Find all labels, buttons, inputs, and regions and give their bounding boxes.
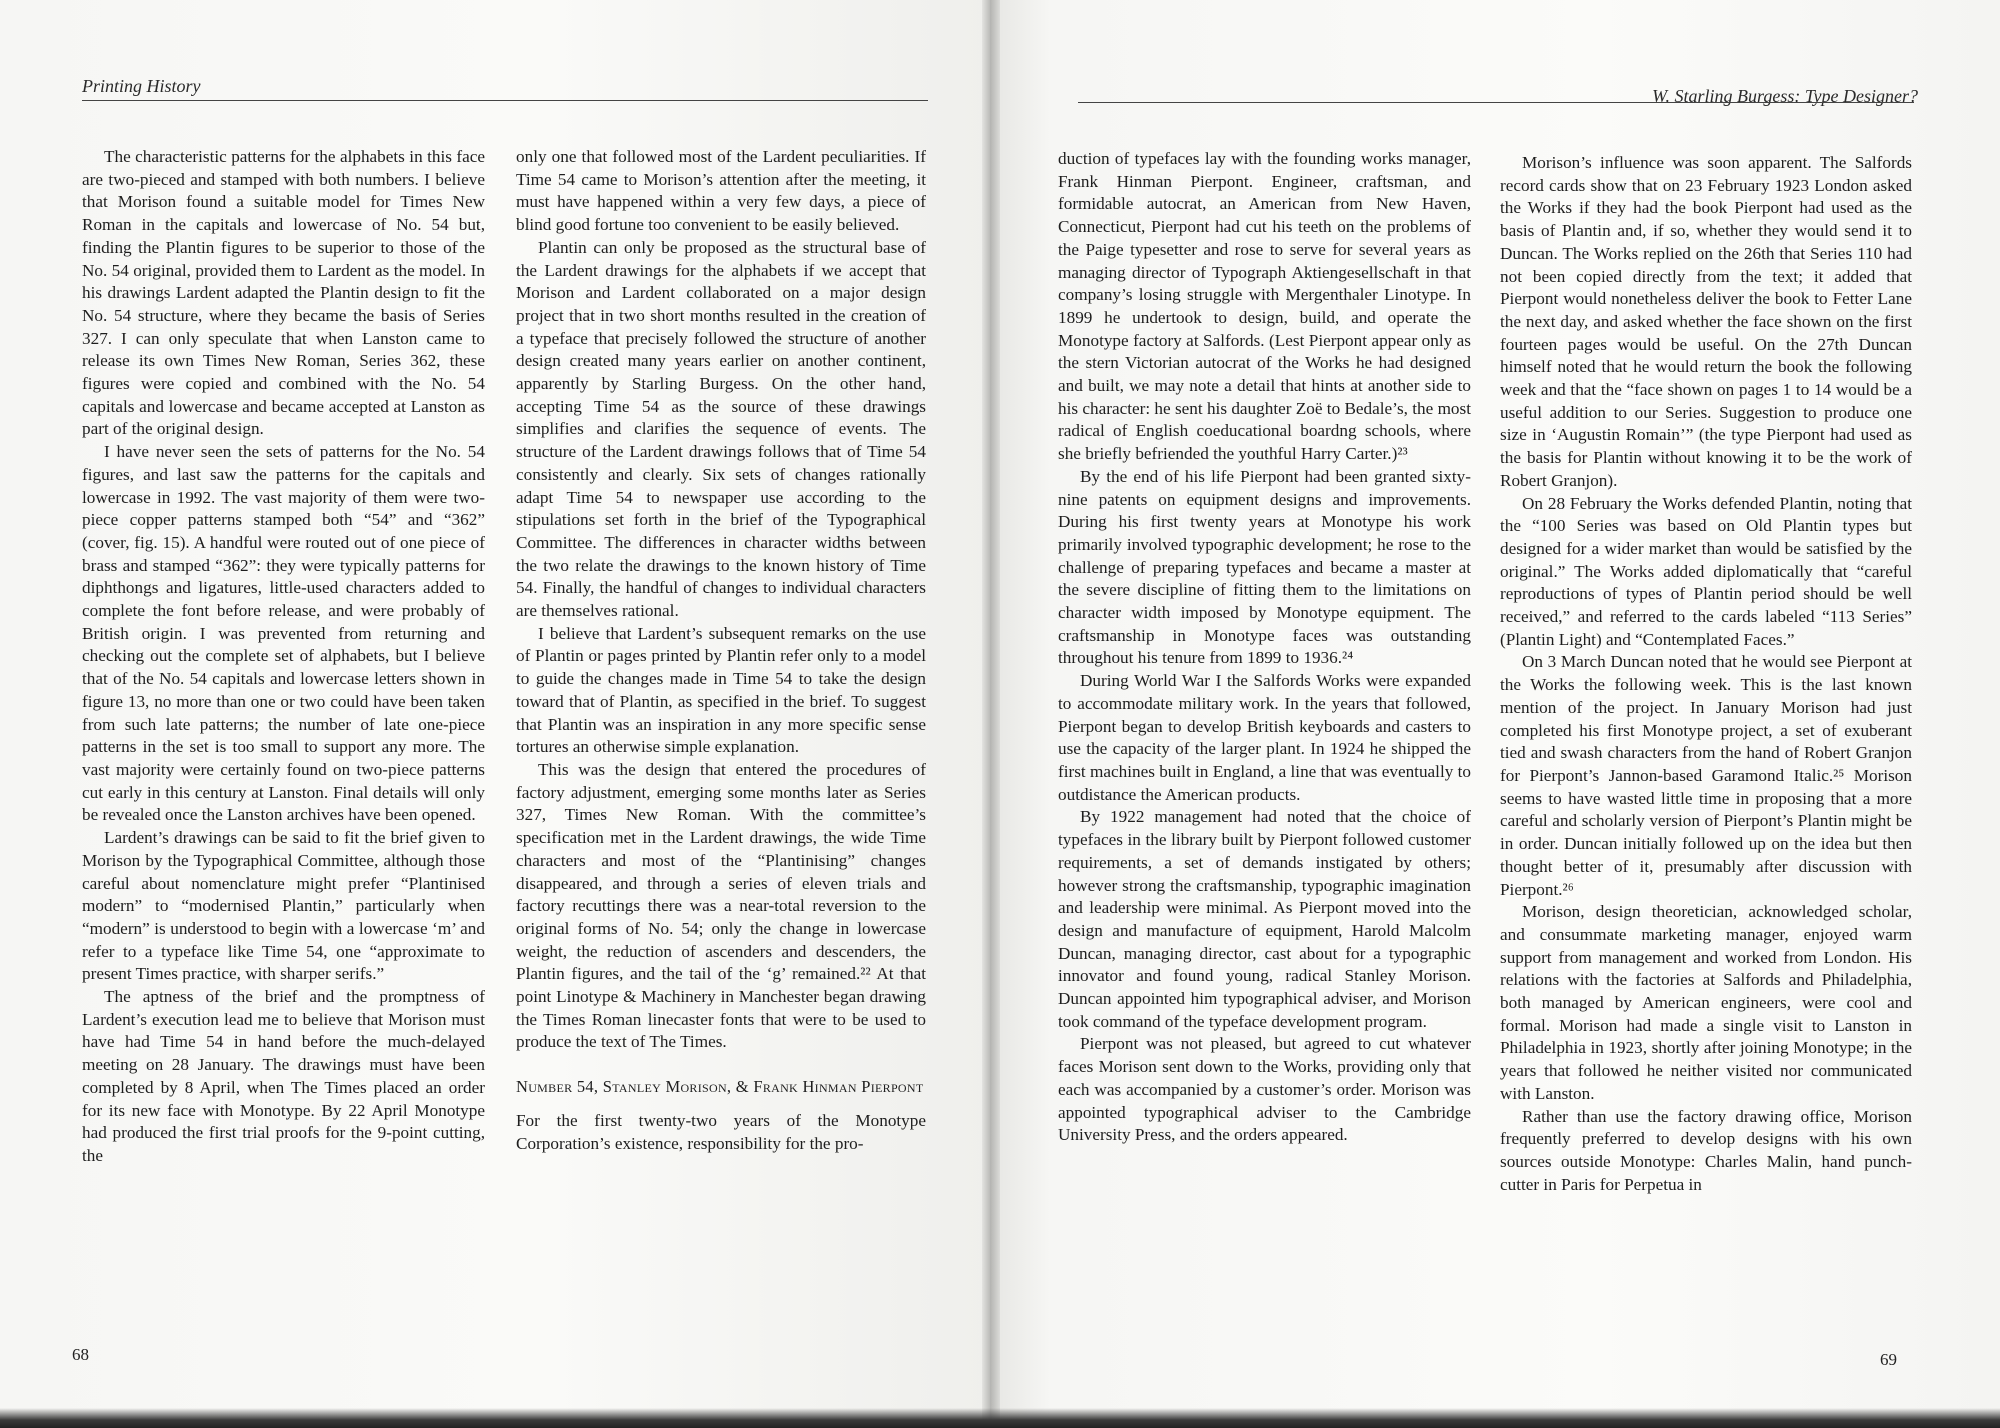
left-column-2 [516, 146, 926, 1156]
paragraph: Plantin can only be proposed as the structural base of the Lardent drawings for the alphabets if we accept that Morison and Lardent collaborated on a major design project that in two short months resulted in the creation of a typeface that precisely followed the structure of another design created many years earlier on another continent, apparently by Starling Burgess. On the other hand, accepting Time 54 as the source of these drawings simplifies and clarifies the sequence of events. The structure of the Lardent drawings follows that of Time 54 consistently and clearly. Six sets of changes rationally adapt Time 54 to newspaper use according to the stipulations set forth in the brief of the Typographical Committee. The differences in character widths between the two relate the drawings to the known history of Time 54. Finally, the handful of changes to individual characters are themselves rational. [516, 237, 926, 621]
paragraph: Morison’s influence was soon apparent. The Salfords record cards show that on 23 February 1923 London asked the Works if they had the book Pierpont had used as the basis of Plantin and, if so, whether they would send it to Duncan. The Works replied on the 26th that Series 110 had not been copied directly from the text; it added that Pierpont would nonetheless deliver the book to Fetter Lane the next day, and asked whether the face shown on the first fourteen pages would be useful. On the 27th Duncan himself noted that he would return the book the following week and that the “face shown on pages 1 to 14 would be a useful addition to our Series. Suggestion to produce one size in ‘Augustin Romain’” (the type Pierpont had used as the basis for Plantin without knowing it to be the work of Robert Granjon). [1500, 153, 1912, 490]
page-number-left: 68 [72, 1345, 89, 1364]
paragraph: By 1922 management had noted that the choice of typefaces in the library built by Pierpont followed customer requirements, a set of demands instigated by others; however strong the craftsmanship, typographic imagination and leadership were minimal. As Pierpont moved into the design and manufacture of equipment, Harold Malcolm Duncan, managing director, cast about for a typographic innovator and found young, radical Stanley Morison. Duncan appointed him typographical adviser, and Morison took command of the typeface development program. [1058, 807, 1471, 1031]
running-head-right: W. Starling Burgess: Type Designer? [1652, 86, 1918, 106]
scan-bottom-edge [0, 1408, 2000, 1428]
right-column-1 [1058, 148, 1471, 1147]
paragraph: Rather than use the factory drawing office, Morison frequently preferred to develop designs with his own sources outside Monotype: Charles Malin, hand punch-cutter in Paris for Perpetua in [1500, 1106, 1912, 1194]
left-column-1 [82, 146, 485, 1168]
paragraph: Pierpont was not pleased, but agreed to cut whatever faces Morison sent down to the Works, providing only that each was accompanied by a customer’s order. Morison was appointed typographical adviser to the Cambridge University Press, and the orders appeared. [1058, 1034, 1471, 1145]
right-column-2 [1500, 152, 1912, 1196]
paragraph: The aptness of the brief and the promptness of Lardent’s execution lead me to believe that Morison must have had Time 54 in hand before the much-delayed meeting on 28 January. The drawings must have been completed by 8 April, when The Times placed an order for its new face with Monotype. By 22 April Monotype had produced the first trial proofs for the 9-point cutting, the [82, 987, 485, 1165]
paragraph: On 28 February the Works defended Plantin, noting that the “100 Series was based on Old Plantin types but designed for a wider market than would be satisfied by the original.” The Works added diplomatically that “careful reproductions of types of Plantin period should be well received,” and referred to the cards labeled “113 Series” (Plantin Light) and “Contemplated Faces.” [1500, 493, 1912, 649]
paragraph: only one that followed most of the Lardent peculiarities. If Time 54 came to Morison’s attention after the meeting, it must have happened within a very few days, a piece of blind good fortune too convenient to be easily believed. [516, 147, 926, 235]
running-head-left: Printing History [82, 76, 201, 96]
paragraph: This was the design that entered the procedures of factory adjustment, emerging some months later as Series 327, Times New Roman. With the committee’s specification met in the Lardent drawings, the wide Time characters and most of the “Plantinising” changes disappeared, and through a series of eleven trials and factory recuttings there was a near-total reversion to the original forms of No. 54; only the change in lowercase weight, the reduction of ascenders and descenders, the Plantin figures, and the tail of the ‘g’ remained.²² At that point Linotype & Machinery in Manchester began drawing the Times Roman linecaster fonts that were to be used to produce the text of The Times. [516, 759, 926, 1052]
header-rule-right [1078, 102, 1914, 103]
right-page [990, 0, 2000, 1428]
paragraph: The characteristic patterns for the alphabets in this face are two-pieced and stamped with both numbers. I believe that Morison found a suitable model for Times New Roman in the capitals and lowercase of No. 54 but, finding the Plantin figures to be superior to those of the No. 54 original, provided them to Lardent as the model. In his drawings Lardent adapted the Plantin design to fit the No. 54 structure, where they became the basis of Series 327. I can only speculate that when Lanston came to release its own Times New Roman, Series 362, these figures were copied and combined with the No. 54 capitals and lowercase and became accepted at Lanston as part of the original design. [82, 147, 485, 439]
header-rule-left [82, 100, 928, 101]
paragraph: duction of typefaces lay with the founding works manager, Frank Hinman Pierpont. Engineer, craftsman, and formidable autocrat, an American from New Haven, Connecticut, Pierpont had cut his teeth on the problems of the Paige typesetter and rose to serve for several years as managing director of Typograph Aktiengesellschaft in that company’s losing struggle with Mergenthaler Linotype. In 1899 he undertook to design, build, and operate the Monotype factory at Salfords. (Lest Pierpont appear only as the stern Victorian autocrat of the Works he had designed and built, we may note a detail that hints at another side to his character: he sent his daughter Zoë to Bedale’s, the most radical of English coeducational boardng schools, where she briefly befriended the youthful Harry Carter.)²³ [1058, 149, 1471, 464]
paragraph: During World War I the Salfords Works were expanded to accommodate military work. In the years that followed, Pierpont began to develop British keyboards and casters to use the capacity of the larger plant. In 1924 he shipped the first machines built in England, a line that was eventually to outdistance the American products. [1058, 671, 1471, 804]
paragraph: I believe that Lardent’s subsequent remarks on the use of Plantin or pages printed by Plantin refer only to a model to guide the changes made in Time 54 to take the design toward that of Plantin, as specified in the brief. To suggest that Plantin was an inspiration in any more specific sense tortures an otherwise simple explanation. [516, 623, 926, 757]
section-subhead: Number 54, Stanley Morison, & Frank Hinman Pierpont [516, 1077, 924, 1097]
paragraph: By the end of his life Pierpont had been granted sixty-nine patents on equipment designs and improvements. During his first twenty years at Monotype his work primarily involved typographic development; he rose to the challenge of preparing typefaces and became a master at the severe discipline of fitting them to the limitations on character width imposed by Monotype equipment. The craftsmanship in Monotype faces was outstanding throughout his tenure from 1899 to 1936.²⁴ [1058, 466, 1471, 668]
paragraph: For the first twenty-two years of the Monotype Corporation’s existence, responsibility for the pro- [516, 1111, 926, 1153]
book-gutter [982, 0, 1000, 1428]
paragraph: Morison, design theoretician, acknowledged scholar, and consummate marketing manager, enjoyed warm support from management and worked from London. His relations with the factories at Salfords and Philadelphia, both managed by American engineers, were cool and formal. Morison had made a single visit to Lanston in Philadelphia in 1923, shortly after joining Monotype; in the years that followed he neither visited nor communicated with Lanston. [1500, 902, 1912, 1103]
paragraph: Lardent’s drawings can be said to fit the brief given to Morison by the Typographical Committee, although those careful about nomenclature might prefer “Plantinised modern” to “modernised Plantin,” particularly when “modern” is understood to begin with a lowercase ‘m’ and refer to a typeface like Time 54, one “approximate to present Times practice, with sharper serifs.” [82, 828, 485, 984]
left-page [0, 0, 990, 1428]
paragraph: I have never seen the sets of patterns for the No. 54 figures, and last saw the patterns for the capitals and lowercase in 1992. The vast majority of them were two-piece copper patterns stamped both “54” and “362” (cover, fig. 15). A handful were routed out of one piece of brass and stamped “362”: they were typically patterns for diphthongs and ligatures, little-used characters added to complete the font before release, and were probably of British origin. I was prevented from returning and checking out the complete set of alphabets, but I believe that of the No. 54 capitals and lowercase letters shown in figure 13, no more than one or two could have been taken from such late patterns; the number of late one-piece patterns in the set is too small to support any more. The vast majority were certainly found on two-piece patterns cut early in this century at Lanston. Final details will only be revealed once the Lanston archives have been opened. [82, 442, 485, 825]
paragraph: On 3 March Duncan noted that he would see Pierpont at the Works the following week. This is the last known mention of the project. In January Morison had just completed his first Monotype project, a set of exuberant tied and swash characters from the hand of Robert Granjon for Pierpont’s Jannon-based Garamond Italic.²⁵ Morison seems to have wasted little time in proposing that a more careful and scholarly version of Pierpont’s Plantin might be in order. Duncan initially followed up on the idea but then thought better of it, presumably after discussion with Pierpont.²⁶ [1500, 652, 1912, 899]
page-number-right: 69 [1880, 1350, 1897, 1369]
